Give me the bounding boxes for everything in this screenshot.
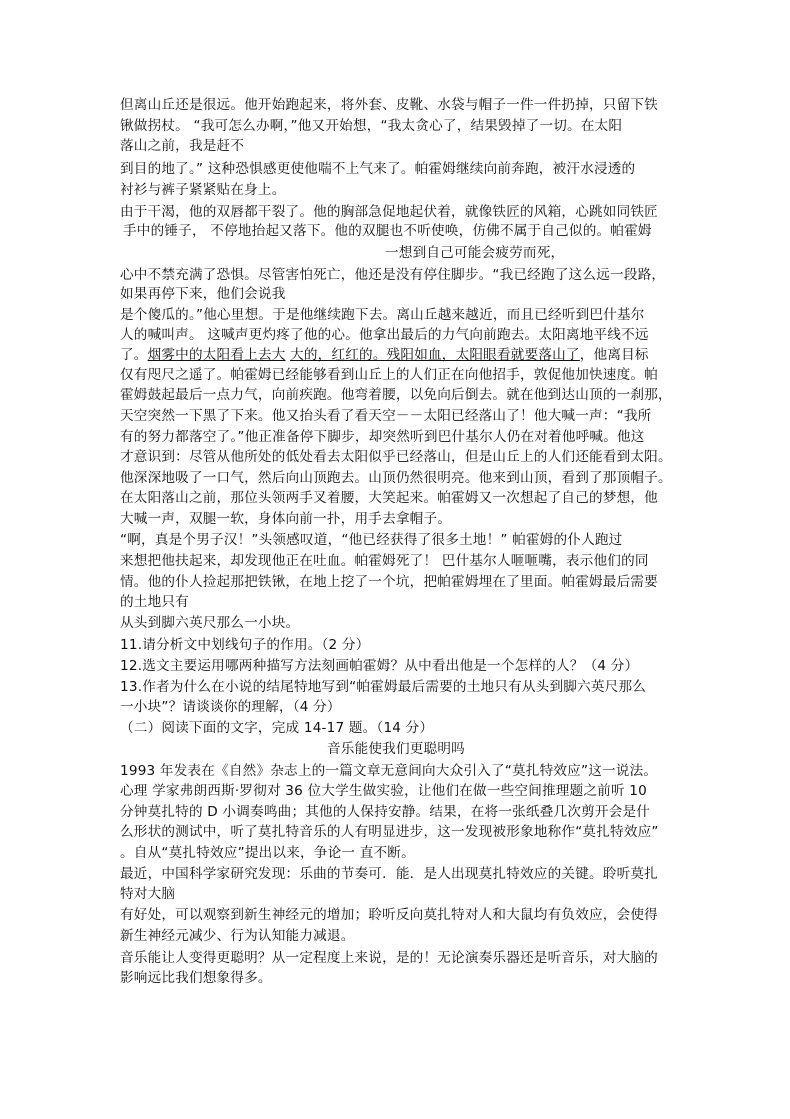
text-line: 音乐能让人变得更聪明？从一定程度上来说，是的！无论演奏乐器还是听音乐，对大脑的 [120, 950, 658, 966]
text-line: 他深深地吸了一口气，然后向山顶跑去。山顶仍然很明亮。他来到山顶，看到了那顶帽子。 [120, 470, 672, 486]
text-line: 情。他的仆人捡起那把铁锹，在地上挖了一个坑，把帕霍姆埋在了里面。帕霍姆最后需要 [120, 574, 658, 590]
text-line: 霍姆鼓起最后一点力气，向前疾跑。他弯着腰，以免向后倒去。就在他到达山顶的一刹那， [120, 387, 672, 403]
text-line: 才意识到：尽管从他所处的低处看去太阳似乎已经落山，但是山丘上的人们还能看到太阳。 [120, 449, 672, 465]
section-heading: （二）阅读下面的文字，完成 14-17 题。（14 分） [120, 720, 434, 736]
question-12: 12.选文主要运用哪两种描写方法刻画帕霍姆？从中看出他是一个怎样的人？（4 分） [120, 658, 639, 674]
text-line: 从头到脚六英尺那么一小块。 [120, 615, 300, 631]
text-line: 么形状的测试中，听了莫扎特音乐的人有明显进步，这一发现被形象地称作“莫扎特效应” [120, 824, 659, 840]
text-line: 。自从“莫扎特效应”提出以来，争论一 直不断。 [120, 845, 415, 861]
text-line: 衬衫与裤子紧紧贴在身上。 [120, 182, 286, 198]
text-line: 最近，中国科学家研究发现：乐曲的节奏可．能．是人出现莫扎特效应的关键。聆听莫扎 [120, 866, 658, 882]
text-line: 心中不禁充满了恐惧。尽管害怕死亡，他还是没有停住脚步。“我已经跑了这么远一段路， [120, 267, 666, 283]
text-line: 手中的锤子， 不停地抬起又落下。他的双腿也不听使唤，仿佛不属于自己似的。帕霍姆 [123, 223, 652, 239]
text-line: 心理 学家弗朗西斯·罗彻对 36 位大学生做实验，让他们在做一些空间推理题之前听 10 [120, 783, 647, 799]
text-line: 是个傻瓜的。”他心里想。于是他继续跑下去。离山丘越来越近，而且已经听到巴什基尔 [120, 307, 645, 323]
text-line: 由于干渴，他的双唇都干裂了。他的胸部急促地起伏着，就像铁匠的风箱，心跳如同铁匠 [120, 204, 658, 220]
text-line: 人的喊叫声。 这喊声更灼疼了他的心。他拿出最后的力气向前跑去。太阳离地平线不远 [120, 327, 649, 343]
text-line: 落山之前，我是赶不 [120, 138, 245, 154]
question-13: 13.作者为什么在小说的结尾特地写到“帕霍姆最后需要的土地只有从头到脚六英尺那么 [120, 679, 647, 695]
text-line: 一想到自己可能会疲劳而死， [385, 245, 565, 261]
text-line: 有的努力都落空了。”他正准备停下脚步，却突然听到巴什基尔人仍在对着他呼喊。他这 [120, 429, 645, 445]
underlined-sentence-part-1: 烟雾中的太阳看上去大 [147, 347, 286, 363]
text-line: 分钟莫扎特的 D 小调奏鸣曲；其他的人保持安静。结果，在将一张纸叠几次剪开会是什 [120, 804, 651, 820]
text-line: 锹做拐杖。 “我可怎么办啊，”他又开始想，“我太贪心了，结果毁掉了一切。在太阳 [120, 118, 623, 134]
article-title: 音乐能使我们更聪明吗 [327, 741, 465, 757]
text-line: 仅有咫尺之遥了。帕霍姆已经能够看到山丘上的人们正在向他招手，敦促他加快速度。帕 [120, 367, 658, 383]
line-suffix: ，他离目标 [579, 347, 649, 363]
text-line: “啊，真是个男子汉！”头领感叹道，“他已经获得了很多土地！” 帕霍姆的仆人跑过 [120, 532, 623, 548]
text-line: 到目的地了。” 这种恐惧感更使他喘不上气来了。帕霍姆继续向前奔跑，被汗水浸透的 [120, 161, 636, 177]
text-line-underlined-sentence [120, 346, 649, 364]
question-13-continued: 一小块”？请谈谈你的理解，（4 分） [120, 699, 341, 715]
question-11: 11.请分析文中划线句子的作用。（2 分） [120, 637, 370, 653]
text-line: 如果再停下来，他们会说我 [120, 286, 286, 302]
text-line: 天空突然一下黑了下来。他又抬头看了看天空－－太阳已经落山了！他大喊一声：“我所 [120, 408, 652, 424]
text-line: 1993 年发表在《自然》杂志上的一篇文章无意间向大众引入了“莫扎特效应”这一说法。 [120, 763, 658, 779]
text-line: 影响远比我们想象得多。 [120, 970, 272, 986]
line-prefix: 了。 [120, 347, 148, 363]
text-line: 的土地只有 [120, 594, 189, 610]
text-line: 新生神经元减少、行为认知能力减退。 [120, 928, 355, 944]
text-line: 在太阳落山之前，那位头领两手叉着腰，大笑起来。帕霍姆又一次想起了自己的梦想，他 [120, 490, 658, 506]
text-line: 但离山丘还是很远。他开始跑起来，将外套、皮靴、水袋与帽子一件一件扔掉，只留下铁 [120, 97, 658, 113]
text-line: 特对大脑 [120, 886, 176, 902]
text-line: 来想把他扶起来，却发现他正在吐血。帕霍姆死了！ 巴什基尔人咂咂嘴，表示他们的同 [120, 553, 649, 569]
text-line: 有好处，可以观察到新生神经元的增加；聆听反向莫扎特对人和大鼠均有负效应，会使得 [120, 907, 658, 923]
text-line: 大喊一声，双腿一软，身体向前一扑，用手去拿帽子。 [120, 511, 452, 527]
underlined-sentence-part-2: 大的，红红的。残阳如血，太阳眼看就要落山了 [290, 347, 580, 363]
